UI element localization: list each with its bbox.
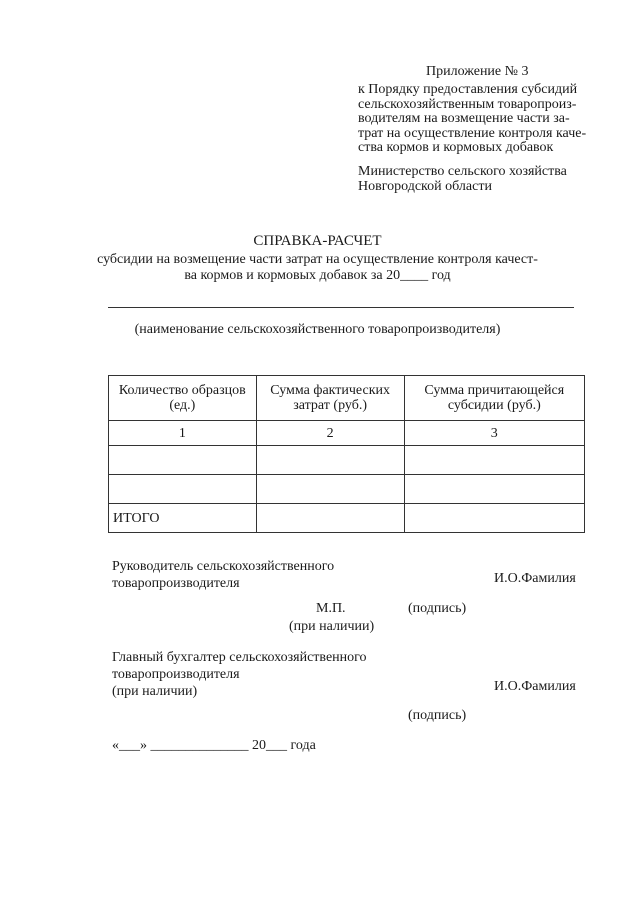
role-line: (при наличии) — [112, 684, 198, 699]
header-line: затрат (руб.) — [293, 398, 367, 413]
role-line: товаропроизводителя — [112, 667, 240, 682]
table-cell[interactable] — [404, 504, 584, 533]
header-line: (ед.) — [169, 398, 196, 413]
header-sample-count — [109, 376, 257, 421]
table-cell[interactable] — [256, 504, 404, 533]
column-number: 2 — [256, 421, 404, 446]
header-line: субсидии (руб.) — [447, 398, 541, 413]
appendix-line: сельскохозяйственным товаропроиз- — [358, 96, 577, 112]
table-number-row — [109, 421, 585, 446]
table-cell[interactable] — [404, 475, 584, 504]
head-role — [112, 558, 334, 592]
header-line: Сумма фактических — [270, 383, 390, 398]
table-cell[interactable] — [256, 446, 404, 475]
date-line: «___» ______________ 20___ года — [112, 738, 316, 753]
role-line: товаропроизводителя — [112, 576, 240, 591]
table-header-row — [109, 376, 585, 421]
table-cell[interactable] — [109, 446, 257, 475]
header-line: Количество образцов — [118, 383, 246, 398]
table-total-row — [109, 504, 585, 533]
appendix-line: трат на осуществление контроля каче- — [358, 125, 587, 141]
table-cell[interactable] — [256, 475, 404, 504]
header-subsidy-amount — [404, 376, 584, 421]
accountant-signature-label: (подпись) — [408, 708, 467, 723]
appendix-line: к Порядку предоставления субсидий — [358, 82, 578, 97]
accountant-name: И.О.Фамилия — [494, 679, 576, 694]
table-cell[interactable] — [109, 475, 257, 504]
header-line: Сумма причитающейся — [424, 383, 565, 398]
role-line: Главный бухгалтер сельскохозяйственного — [112, 650, 367, 665]
header-actual-costs — [256, 376, 404, 421]
recipient-block — [358, 165, 567, 194]
producer-caption: (наименование сельскохозяйственного товаропроизводителя) — [134, 322, 501, 337]
recipient-line: Новгородской области — [358, 178, 492, 194]
head-name: И.О.Фамилия — [494, 571, 576, 586]
producer-name-line — [108, 307, 574, 308]
appendix-line: водителям на возмещение части за- — [358, 111, 570, 126]
column-number: 3 — [404, 421, 584, 446]
table-row — [109, 475, 585, 504]
document-subtitle — [0, 252, 635, 284]
column-number: 1 — [109, 421, 257, 446]
seal-note: (при наличии) — [289, 619, 375, 634]
table-row — [109, 446, 585, 475]
appendix-reference — [358, 83, 586, 156]
appendix-line: ства кормов и кормовых добавок — [358, 140, 554, 155]
seal-label: М.П. — [316, 601, 346, 616]
table-cell[interactable] — [404, 446, 584, 475]
total-label: ИТОГО — [109, 504, 257, 533]
calculation-table — [108, 375, 585, 533]
accountant-role — [112, 649, 367, 700]
subtitle-line: ва кормов и кормовых добавок за 20____ год — [184, 268, 451, 283]
subtitle-line: субсидии на возмещение части затрат на осуществление контроля качест- — [97, 252, 538, 267]
appendix-number: Приложение № 3 — [426, 64, 529, 79]
document-title: СПРАВКА-РАСЧЕТ — [253, 233, 382, 249]
recipient-line: Министерство сельского хозяйства — [358, 164, 567, 179]
head-signature-label: (подпись) — [408, 601, 467, 616]
role-line: Руководитель сельскохозяйственного — [112, 559, 335, 574]
